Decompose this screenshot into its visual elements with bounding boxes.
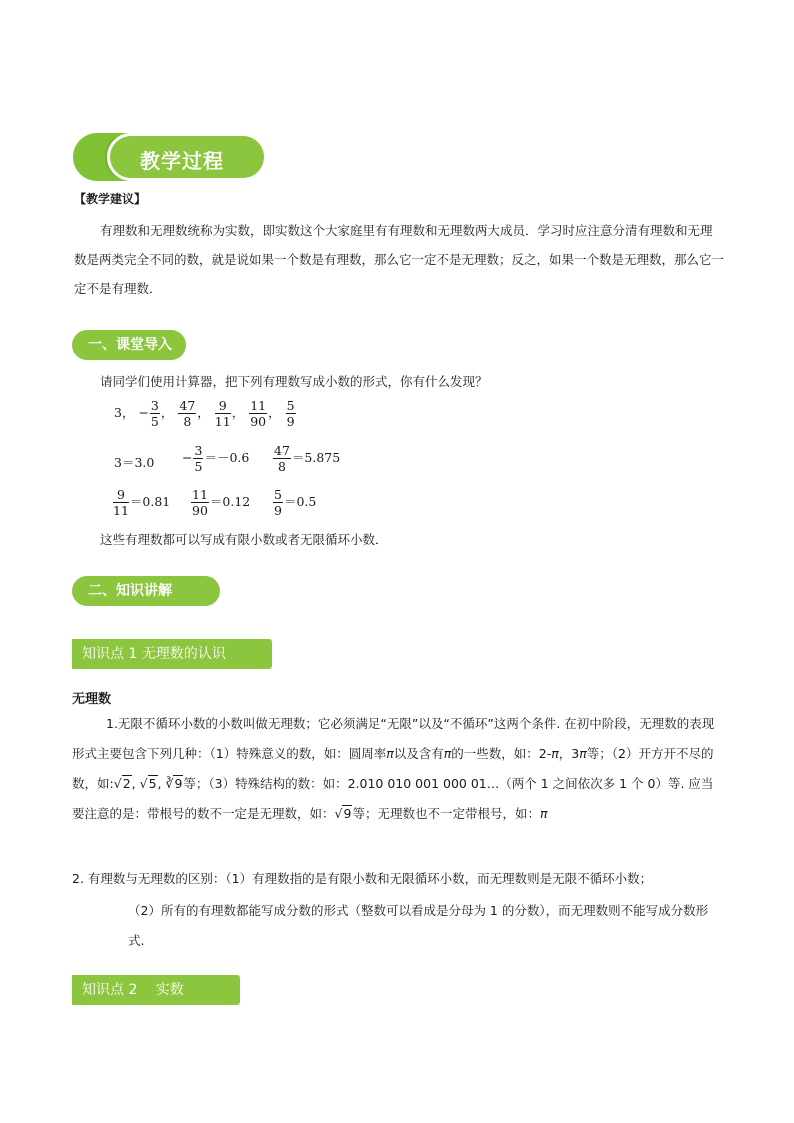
banner-title: 教学过程 <box>140 149 224 173</box>
fraction: $\frac{3}{5}$ <box>150 398 159 429</box>
intro-conclusion: 这些有理数都可以写成有限小数或者无限循环小数． <box>100 532 388 547</box>
irrational-heading: 无理数 <box>72 692 112 707</box>
difference-point-2: （2）所有的有理数都能写成分数的形式（整数可以看成是分母为 1 的分数），而无理数则不能写成分数形式. <box>128 903 709 948</box>
minus-sign: − <box>138 405 149 420</box>
knowledge-point-1-title: 知识点 1 无理数的认识 <box>72 639 272 669</box>
knowledge-point-2-title: 知识点 2 实数 <box>72 975 240 1005</box>
equation-11-90: $\frac{11}{90}$ ＝0.12 <box>192 487 251 518</box>
intro-question: 请同学们使用计算器，把下列有理数写成小数的形式，你有什么发现？ <box>100 374 488 389</box>
fraction: $\frac{47}{8}$ <box>179 398 196 429</box>
equation-9-11: $\frac{9}{11}$ ＝0.81 <box>113 487 171 518</box>
equation-3: 3＝3.0 <box>114 455 155 470</box>
fraction: $\frac{11}{90}$ <box>250 398 267 429</box>
teaching-tip-label: 【教学建议】 <box>74 192 147 206</box>
fraction: $\frac{5}{9}$ <box>286 398 295 429</box>
rational-number-list: 3， − $\frac{3}{5}$ ， $\frac{47}{8}$ ， $\frac{9}{11}$ ， $\frac{11}{90}$ ， $\frac{5}{9}$ <box>114 398 295 429</box>
equation-47-8: $\frac{47}{8}$ ＝5.875 <box>274 443 341 474</box>
teaching-tip-text: 有理数和无理数统称为实数，即实数这个大家庭里有有理数和无理数两大成员．学习时应注意分清有理数和无理数是两类完全不同的数，就是说如果一个数是有理数，那么它一定不是无理数；反之，如果一个数是无理数，那么它一定不是有理数． <box>74 223 725 296</box>
section-knowledge-title: 二、知识讲解 <box>72 576 220 606</box>
pi-symbol: π <box>579 746 587 761</box>
sqrt-5: 5 <box>148 776 157 791</box>
pi-symbol: π <box>539 806 548 821</box>
sqrt-9: 9 <box>343 806 352 821</box>
equation-5-9: $\frac{5}{9}$ ＝0.5 <box>274 487 317 518</box>
section-banner <box>73 133 267 181</box>
pi-symbol: π <box>443 746 452 761</box>
section-intro-title: 一、课堂导入 <box>72 330 186 360</box>
irrational-definition: 1.无限不循环小数的小数叫做无理数；它必须满足“无限”以及“不循环”这两个条件. 在初中阶段，无理数的表现形式主要包含下列几种：（1）特殊意义的数，如：圆周率π以及含有π的一些数，如：2-π，3π等；（2）开方开不尽的数，如:√2, √5, ∛9等；（3）特殊结构的数：如：2.010 010 001 000 01…（两个 1 之间依次多 1 个 0）等. 应当要注意的是：带根号的数不一定是无理数，如：√9等；无理数也不一定带根号，如：π <box>72 716 715 821</box>
sqrt-2: 2 <box>122 776 131 791</box>
banner-pill <box>107 133 267 181</box>
pi-symbol: π <box>386 746 394 761</box>
difference-point-1: 2. 有理数与无理数的区别：（1）有理数指的是有限小数和无限循环小数，而无理数则是无限不循环小数； <box>72 871 653 886</box>
fraction: $\frac{9}{11}$ <box>214 398 231 429</box>
cbrt-9: 9 <box>174 776 183 791</box>
pi-symbol: π <box>551 746 559 761</box>
list-item: 3， <box>114 405 135 420</box>
equation-neg-3-5: − $\frac{3}{5}$ ＝－0.6 <box>182 443 250 474</box>
